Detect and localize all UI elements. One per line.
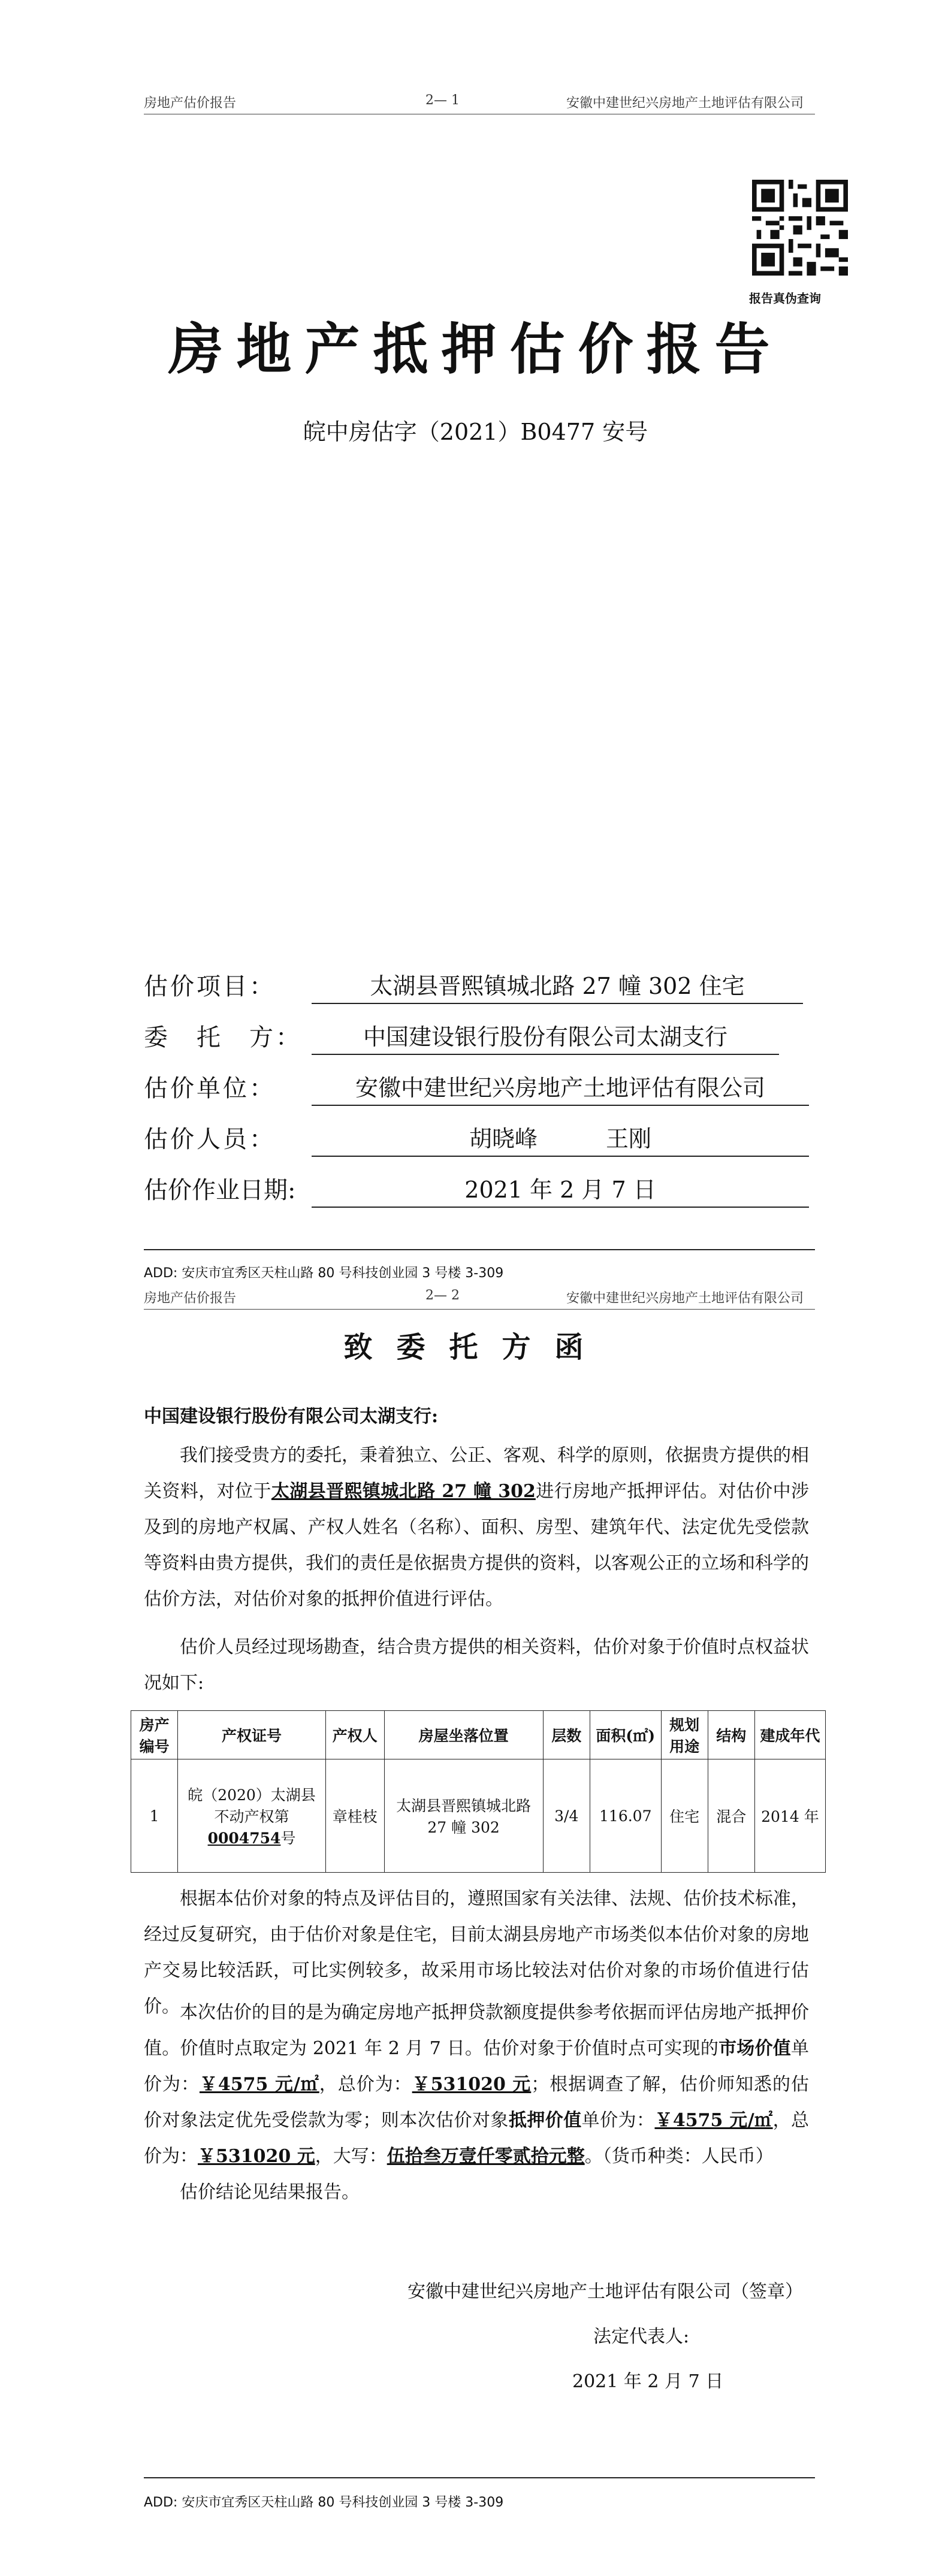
paragraph-4: 本次估价的目的是为确定房地产抵押贷款额度提供参考依据而评估房地产抵押价值。价值时点取定为 2021 年 2 月 7 日。估价对象于价值时点可实现的市场价值单价为：￥4575 元/㎡，总价为：￥531020 元；根据调查了解，估价师知悉的估价对象法定优先受偿款为零；则本次估价对象抵押价值单价为：￥4575 元/㎡，总价为：￥531020 元，大写：伍拾叁万壹仟零贰拾元整。（货币种类：人民币） (144, 2002, 810, 2167)
header-right: 安徽中建世纪兴房地产土地评估有限公司 (566, 1291, 804, 1306)
col-header: 房产编号 (131, 1711, 178, 1759)
addressee: 中国建设银行股份有限公司太湖支行: (144, 1406, 439, 1427)
client-value: 中国建设银行股份有限公司太湖支行 (312, 1018, 779, 1055)
col-header: 结构 (708, 1711, 754, 1759)
date-value: 2021 年 2 月 7 日 (312, 1171, 809, 1208)
signature-company: 安徽中建世纪兴房地产土地评估有限公司（签章） (407, 2281, 803, 2302)
col-header: 建成年代 (754, 1711, 825, 1759)
project-label: 估价项目： (144, 973, 276, 1000)
unit-label: 估价单位： (144, 1075, 276, 1102)
cell-cert: 皖（2020）太湖县不动产权第0004754号 (178, 1759, 326, 1873)
appraisers-value: 胡晓峰 王刚 (312, 1120, 809, 1157)
header-rule (144, 1309, 815, 1310)
table-row (131, 1759, 826, 1873)
paragraph-3: 根据本估价对象的特点及评估目的，遵照国家有关法律、法规、估价技术标准，经过反复研究，由于估价对象是住宅，目前太湖县房地产市场类似本估价对象的房地产交易比较活跃，可比实例较多，故采用市场比较法对估价对象的市场价值进行估价。 (144, 1888, 809, 2017)
header-left: 房地产估价报告 (144, 96, 237, 111)
paragraph-2: 估价人员经过现场勘查，结合贵方提供的相关资料，估价对象于价值时点权益状况如下: (144, 1637, 809, 1694)
table-header-row (131, 1711, 826, 1759)
qr-code-icon[interactable] (752, 180, 848, 276)
project-value: 太湖县晋熙镇城北路 27 幢 302 住宅 (312, 967, 803, 1004)
property-table (131, 1710, 826, 1873)
cell-area: 116.07 (590, 1759, 661, 1873)
col-header: 规划用途 (661, 1711, 708, 1759)
signature-representative: 法定代表人: (593, 2326, 690, 2347)
footer-address: ADD: 安庆市宜秀区天柱山路 80 号科技创业园 3 号楼 3-309 (144, 2495, 504, 2510)
col-header: 产权人 (325, 1711, 384, 1759)
footer-rule (144, 2477, 815, 2478)
document-number: 皖中房估字（2021）B0477 安号 (303, 419, 648, 445)
appraisers-label: 估价人员： (144, 1126, 276, 1153)
qr-caption: 报告真伪查询 (749, 291, 821, 306)
header-page-number: 2— 2 (425, 1288, 460, 1303)
unit-value: 安徽中建世纪兴房地产土地评估有限公司 (312, 1069, 809, 1106)
header-right: 安徽中建世纪兴房地产土地评估有限公司 (566, 96, 804, 111)
cell-owner: 章桂枝 (325, 1759, 384, 1873)
footer-address: ADD: 安庆市宜秀区天柱山路 80 号科技创业园 3 号楼 3-309 (144, 1266, 504, 1281)
header-page-number: 2— 1 (425, 93, 460, 108)
cell-year: 2014 年 (754, 1759, 825, 1873)
client-label: 委 托 方： (144, 1024, 302, 1051)
cell-floors: 3/4 (543, 1759, 590, 1873)
footer-rule (144, 1249, 815, 1250)
report-title: 房地产抵押估价报告 (168, 317, 783, 382)
paragraph-5: 估价结论见结果报告。 (180, 2182, 360, 2203)
date-label: 估价作业日期: (144, 1177, 296, 1204)
col-header: 层数 (543, 1711, 590, 1759)
col-header: 产权证号 (178, 1711, 326, 1759)
cell-use: 住宅 (661, 1759, 708, 1873)
letter-title: 致委托方函 (343, 1331, 608, 1364)
header-left: 房地产估价报告 (144, 1291, 237, 1306)
col-header: 面积(㎡) (590, 1711, 661, 1759)
property-location: 太湖县晋熙镇城北路 27 幢 302 (271, 1481, 536, 1502)
col-header: 房屋坐落位置 (384, 1711, 543, 1759)
cell-location: 太湖县晋熙镇城北路 27 幢 302 (384, 1759, 543, 1873)
signature-date: 2021 年 2 月 7 日 (572, 2371, 724, 2392)
cell-structure: 混合 (708, 1759, 754, 1873)
paragraph-1: 我们接受贵方的委托，秉着独立、公正、客观、科学的原则，依据贵方提供的相关资料，对位于太湖县晋熙镇城北路 27 幢 302进行房地产抵押评估。对估价中涉及到的房地产权属、产权人姓名（名称）、面积、房型、建筑年代、法定优先受偿款等资料由贵方提供，我们的责任是依据贵方提供的资料，以客观公正的立场和科学的估价方法，对估价对象的抵押价值进行评估。 (144, 1445, 810, 1610)
cell-no: 1 (131, 1759, 178, 1873)
